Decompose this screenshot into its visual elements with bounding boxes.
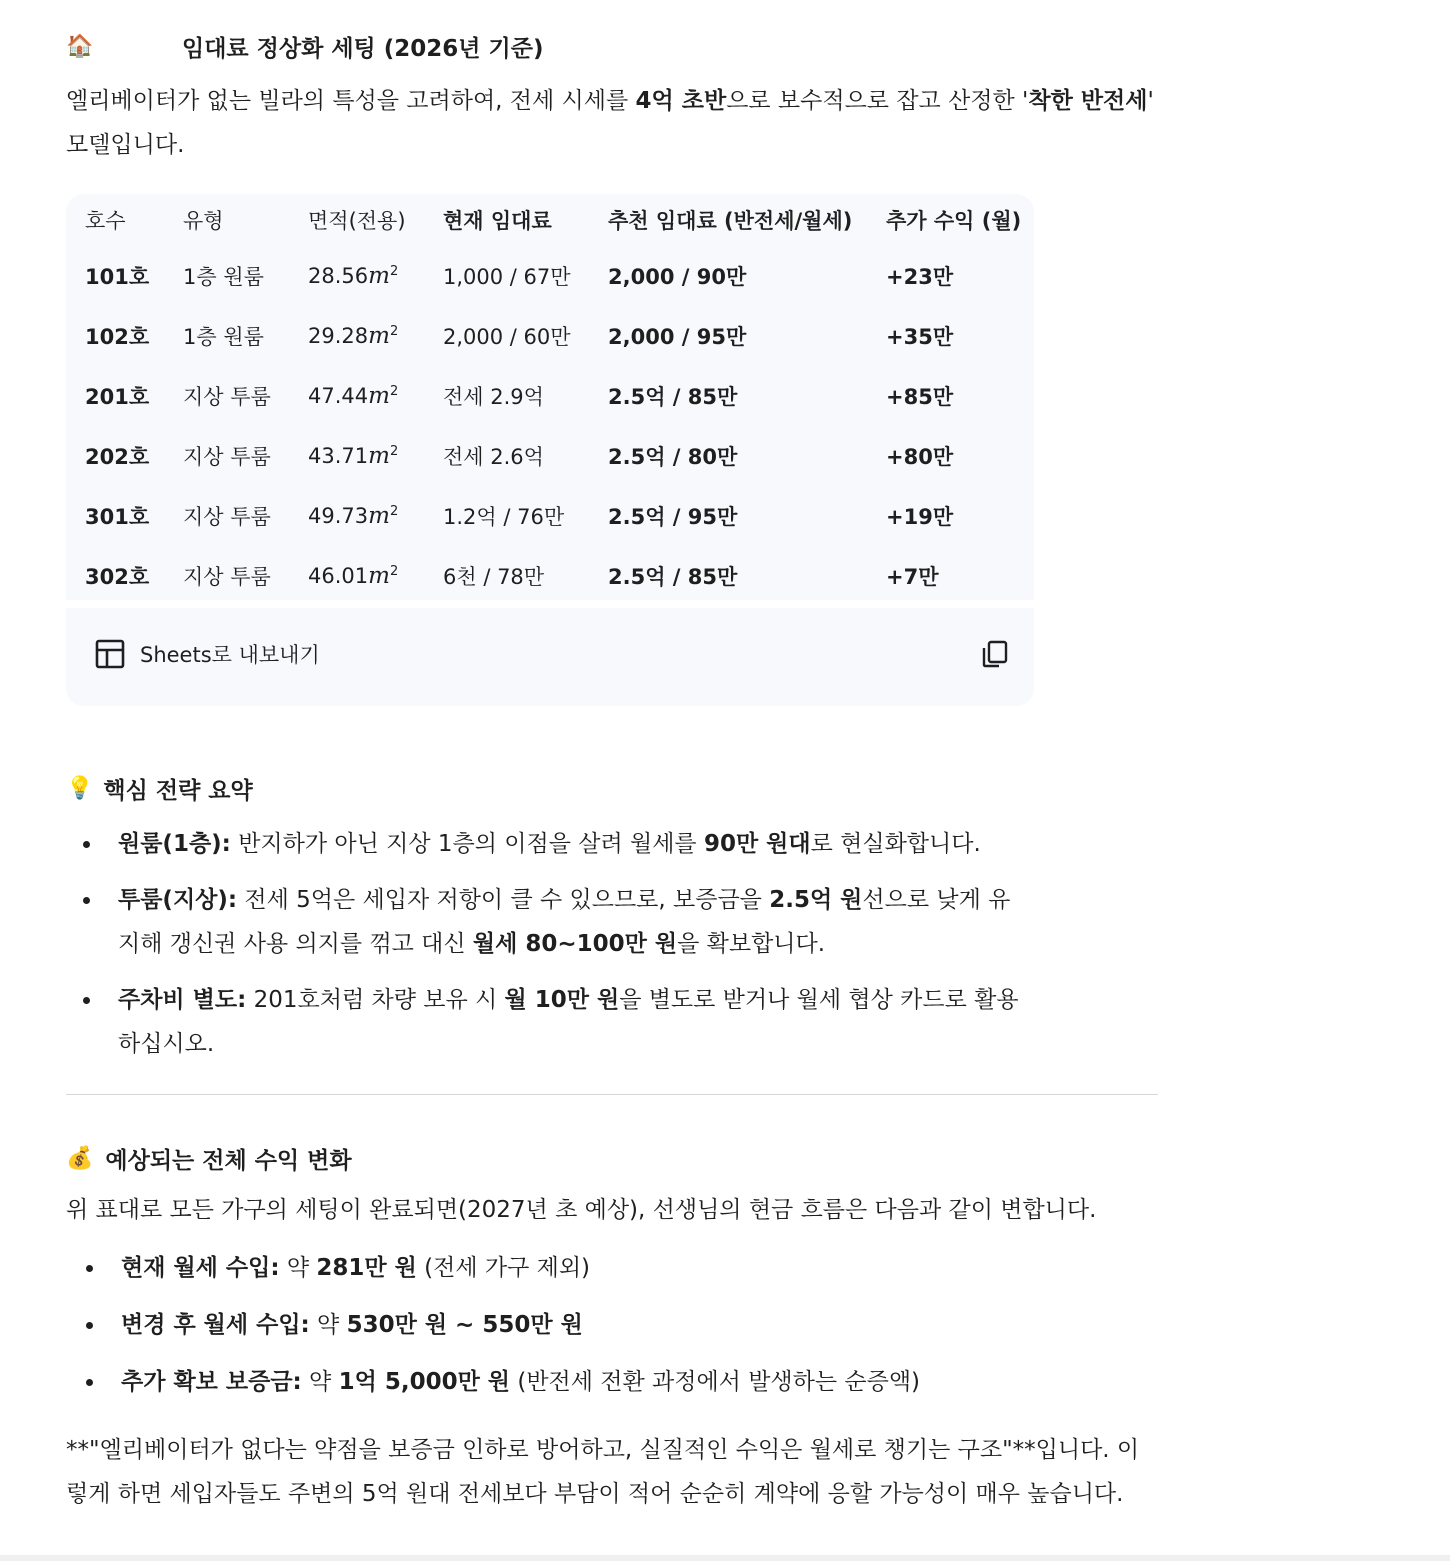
area-value: 46.01: [308, 564, 369, 588]
cell-current-rent: 1.2억 / 76만: [443, 505, 565, 529]
cell-current-rent: 전세 2.6억: [443, 445, 544, 469]
cell-current-rent: 전세 2.9억: [443, 385, 544, 409]
intro-paragraph: [66, 79, 1158, 167]
header-recommended-rent: 추천 임대료 (반전세/월세): [608, 209, 853, 233]
cell-additional-income: +80만: [886, 445, 954, 469]
table-row: [66, 366, 1034, 426]
item-text: 약: [301, 1369, 339, 1395]
area-value: 49.73: [308, 504, 369, 528]
strategy-heading-text: 핵심 전략 요약: [103, 777, 253, 804]
cell-type: 지상 투룸: [183, 385, 271, 409]
cell-recommended-rent: 2,000 / 95만: [608, 325, 747, 349]
section-divider: [66, 1094, 1158, 1095]
item-text: 로 현실화합니다.: [810, 831, 981, 857]
item-text: (반전세 전환 과정에서 발생하는 순증액): [510, 1369, 921, 1395]
cell-current-rent: 6천 / 78만: [443, 565, 545, 589]
cell-recommended-rent: 2,000 / 90만: [608, 265, 747, 289]
intro-bold: 4억 초반: [635, 88, 727, 114]
income-intro: 위 표대로 모든 가구의 세팅이 완료되면(2027년 초 예상), 선생님의 현금 흐름은 다음과 같이 변합니다.: [66, 1197, 1097, 1223]
cell-recommended-rent: 2.5억 / 80만: [608, 445, 738, 469]
table-row: [66, 246, 1034, 306]
cell-additional-income: +23만: [886, 265, 954, 289]
cell-area: [308, 426, 443, 486]
list-item: [83, 1246, 1143, 1290]
cell-unit: 202호: [85, 445, 150, 469]
intro-text: 으로 보수적으로 잡고 산정한 ': [726, 88, 1029, 114]
item-text: 선으로 낮게 유지해 갱신권 사용 의지를 꺾고 대신: [118, 887, 1011, 957]
strategy-list: [80, 822, 1026, 1078]
cell-type: 지상 투룸: [183, 505, 271, 529]
card-divider: [66, 600, 1034, 608]
item-bold: 1억 5,000만 원: [338, 1369, 511, 1395]
income-heading-text: 예상되는 전체 수익 변화: [105, 1147, 352, 1174]
cell-area: [308, 306, 443, 366]
area-unit: m: [368, 383, 390, 409]
list-item: [80, 822, 1026, 866]
item-bold: 월 10만 원: [504, 987, 620, 1013]
header-type: 유형: [183, 209, 224, 233]
item-text: 반지하가 아닌 지상 1층의 이점을 살려 월세를: [230, 831, 704, 857]
cell-additional-income: +19만: [886, 505, 954, 529]
area-exponent: 2: [389, 504, 399, 519]
cell-area: [308, 486, 443, 546]
cell-type: 지상 투룸: [183, 445, 271, 469]
item-text: 을 확보합니다.: [677, 931, 826, 957]
item-label: 원룸(1층):: [118, 831, 231, 857]
area-value: 43.71: [308, 444, 369, 468]
cell-additional-income: +7만: [886, 565, 939, 589]
cell-recommended-rent: 2.5억 / 85만: [608, 565, 738, 589]
list-item: [83, 1303, 1143, 1347]
copy-icon[interactable]: [980, 639, 1010, 669]
header-area: 면적(전용): [308, 209, 406, 233]
cell-type: 지상 투룸: [183, 565, 271, 589]
house-icon: 🏠: [66, 33, 94, 59]
item-bold: 530만 원 ~ 550만 원: [346, 1312, 583, 1338]
cell-current-rent: 2,000 / 60만: [443, 325, 571, 349]
cell-unit: 302호: [85, 565, 150, 589]
lightbulb-icon: 💡: [66, 775, 94, 801]
header-unit: 호수: [85, 209, 126, 233]
cell-recommended-rent: 2.5억 / 95만: [608, 505, 738, 529]
table-row: [66, 306, 1034, 366]
item-text: 전세 5억은 세입자 저항이 클 수 있으므로, 보증금을: [237, 887, 770, 913]
section-title: [66, 28, 543, 64]
cell-unit: 102호: [85, 325, 150, 349]
area-unit: m: [368, 323, 390, 349]
item-bold: 월세 80~100만 원: [472, 931, 678, 957]
cell-area: [308, 246, 443, 306]
list-item: [83, 1360, 1143, 1404]
cell-additional-income: +35만: [886, 325, 954, 349]
item-bold: 90만 원대: [703, 831, 811, 857]
area-value: 28.56: [308, 264, 369, 288]
cell-unit: 201호: [85, 385, 150, 409]
area-unit: m: [368, 263, 390, 289]
item-text: 을 별도로 받거나 월세 협상 카드로 활용하십시오.: [118, 987, 1019, 1057]
rent-table: [66, 194, 1034, 606]
item-bold: 2.5억 원: [769, 887, 863, 913]
table-icon: [94, 638, 126, 670]
item-text: 약: [309, 1312, 347, 1338]
area-unit: m: [368, 503, 390, 529]
export-sheets-label: Sheets로 내보내기: [140, 643, 320, 667]
intro-text: ' 모델입니다.: [66, 88, 1154, 158]
income-list: [83, 1246, 1143, 1417]
cell-additional-income: +85만: [886, 385, 954, 409]
income-heading: [66, 1140, 352, 1176]
cell-area: [308, 546, 443, 606]
section-title-text: 임대료 정상화 세팅 (2026년 기준): [182, 35, 544, 62]
table-row: [66, 486, 1034, 546]
area-exponent: 2: [389, 384, 399, 399]
item-text: (전세 가구 제외): [416, 1255, 591, 1281]
area-unit: m: [368, 563, 390, 589]
cell-unit: 101호: [85, 265, 150, 289]
strategy-heading: [66, 770, 253, 806]
item-label: 변경 후 월세 수입:: [121, 1312, 310, 1338]
area-exponent: 2: [389, 324, 399, 339]
cell-area: [308, 366, 443, 426]
cell-recommended-rent: 2.5억 / 85만: [608, 385, 738, 409]
table-header-row: [66, 194, 1034, 246]
bottom-scroll-edge: [0, 1555, 1450, 1561]
area-exponent: 2: [389, 264, 399, 279]
item-label: 추가 확보 보증금:: [121, 1369, 302, 1395]
cell-current-rent: 1,000 / 67만: [443, 265, 571, 289]
intro-bold: 착한 반전세: [1028, 88, 1148, 114]
closing-paragraph: **"엘리베이터가 없다는 약점을 보증금 인하로 방어하고, 실질적인 수익은 월세로 챙기는 구조"**입니다. 이렇게 하면 세입자들도 주변의 5억 원대 전세보다 부담이 적어 순순히 계약에 응할 가능성이 매우 높습니다.: [66, 1437, 1140, 1507]
export-sheets-button[interactable]: [66, 608, 1034, 700]
area-unit: m: [368, 443, 390, 469]
area-value: 29.28: [308, 324, 369, 348]
area-exponent: 2: [389, 444, 399, 459]
item-label: 투룸(지상):: [118, 887, 238, 913]
item-label: 현재 월세 수입:: [121, 1255, 280, 1281]
item-text: 201호처럼 차량 보유 시: [246, 987, 505, 1013]
cell-type: 1층 원룸: [183, 325, 264, 349]
cell-type: 1층 원룸: [183, 265, 264, 289]
list-item: [80, 978, 1026, 1066]
item-bold: 281만 원: [316, 1255, 417, 1281]
money-bag-icon: 💰: [66, 1145, 94, 1171]
intro-text: 엘리베이터가 없는 빌라의 특성을 고려하여, 전세 시세를: [66, 88, 636, 114]
item-text: 약: [279, 1255, 317, 1281]
table-row: [66, 546, 1034, 606]
list-item: [80, 878, 1026, 966]
item-label: 주차비 별도:: [118, 987, 247, 1013]
header-current-rent: 현재 임대료: [443, 209, 552, 233]
area-exponent: 2: [389, 564, 399, 579]
area-value: 47.44: [308, 384, 369, 408]
table-row: [66, 426, 1034, 486]
rent-table-card: [66, 194, 1034, 706]
cell-unit: 301호: [85, 505, 150, 529]
header-additional-income: 추가 수익 (월): [886, 209, 1022, 233]
